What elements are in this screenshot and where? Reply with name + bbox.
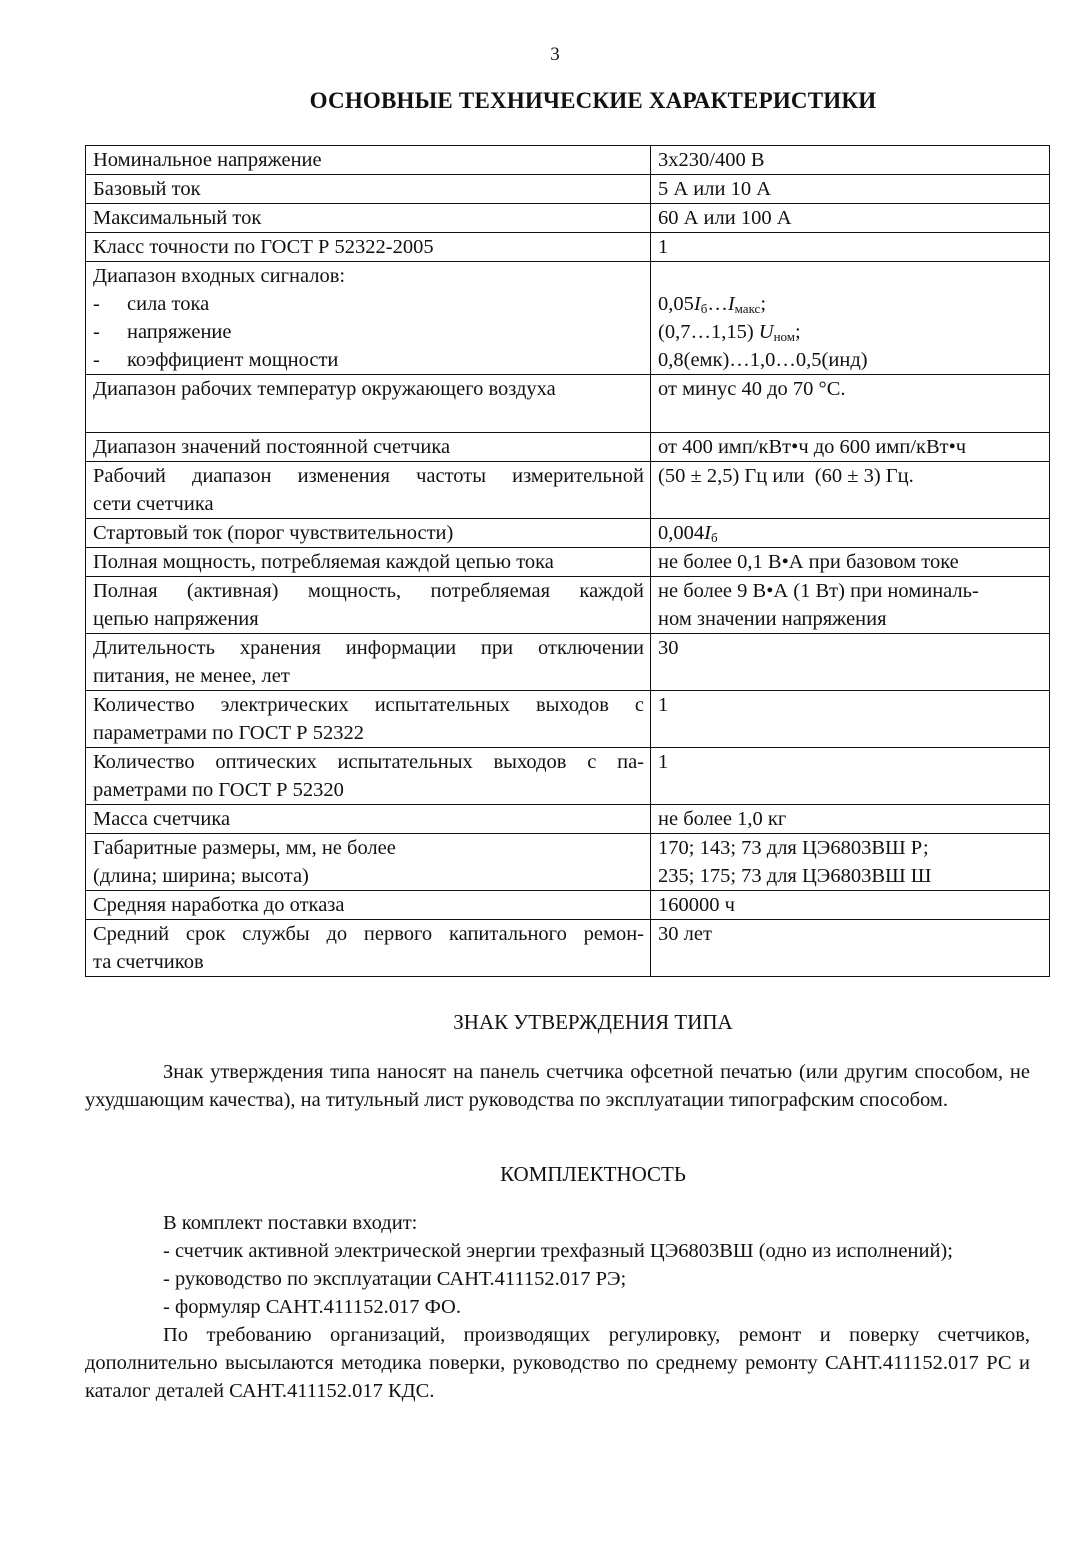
param-cell: Масса счетчика	[86, 805, 651, 834]
table-row	[86, 834, 1050, 891]
current-range: $0,05I_б\dots I_{макс}$;	[658, 293, 767, 316]
voltage-range: (0,7…1,15) $U_{ном}$;	[658, 321, 801, 344]
param-cell: Габаритные размеры, мм, не более (длина; ширина; высота)	[86, 834, 651, 891]
value-cell: 3х230/400 В	[651, 146, 1050, 175]
value-cell: 5 А или 10 А	[651, 175, 1050, 204]
param-cell	[86, 262, 651, 375]
table-row	[86, 891, 1050, 920]
value-cell: $0,004I_б$	[651, 519, 1050, 548]
table-row	[86, 462, 1050, 519]
param-cell: Стартовый ток (порог чувствительности)	[86, 519, 651, 548]
param-cell: Рабочий диапазон изменения частоты измерительной сети счетчика	[86, 462, 651, 519]
sub-item: - коэффициент мощности	[93, 349, 339, 371]
approval-paragraph: Знак утверждения типа наносят на панель счетчика офсетной печатью (или другим способом, не ухудшающим качества), на титульный лист руководства по эксплуатации типографским способом.	[85, 1061, 1030, 1111]
specs-table	[85, 145, 1050, 977]
param-cell: Диапазон значений постоянной счетчика	[86, 433, 651, 462]
table-row	[86, 691, 1050, 748]
param-cell: Максимальный ток	[86, 204, 651, 233]
section-heading-approval: ЗНАК УТВЕРЖДЕНИЯ ТИПА	[453, 1010, 733, 1034]
table-row	[86, 577, 1050, 634]
table-row	[86, 146, 1050, 175]
completeness-block	[85, 1209, 1030, 1405]
value-cell: 170; 143; 73 для ЦЭ6803ВШ Р; 235; 175; 73 для ЦЭ6803ВШ Ш	[651, 834, 1050, 891]
value-cell: от 400 имп/кВт•ч до 600 имп/кВт•ч	[651, 433, 1050, 462]
table-row	[86, 204, 1050, 233]
value-cell: не более 9 В•А (1 Вт) при номиналь- ном значении напряжения	[651, 577, 1050, 634]
param-cell: Полная мощность, потребляемая каждой цепью тока	[86, 548, 651, 577]
table-row	[86, 262, 1050, 375]
power-factor-range: 0,8(емк)…1,0…0,5(инд)	[658, 349, 868, 371]
section-heading-completeness: КОМПЛЕКТНОСТЬ	[500, 1162, 686, 1186]
table-row	[86, 805, 1050, 834]
param-cell: Длительность хранения информации при отключении питания, не менее, лет	[86, 634, 651, 691]
param-cell: Диапазон рабочих температур окружающего воздуха	[86, 375, 651, 433]
page-number: 3	[550, 44, 560, 65]
list-item: - формуляр САНТ.411152.017 ФО.	[163, 1296, 461, 1318]
table-row	[86, 175, 1050, 204]
param-cell: Базовый ток	[86, 175, 651, 204]
list-item: - счетчик активной электрической энергии трехфазный ЦЭ6803ВШ (одно из исполнений);	[163, 1240, 953, 1262]
table-row	[86, 433, 1050, 462]
value-cell: 1	[651, 691, 1050, 748]
table-row	[86, 920, 1050, 977]
table-row	[86, 519, 1050, 548]
param-heading: Диапазон входных сигналов:	[93, 265, 346, 287]
param-cell: Средний срок службы до первого капитального ремон- та счетчиков	[86, 920, 651, 977]
completeness-note: По требованию организаций, производящих регулировку, ремонт и поверку счетчиков, дополнительно высылаются методика поверки, руководство по среднему ремонту САНТ.411152.017 РС и каталог деталей САНТ.411152.017 КДС.	[85, 1324, 1030, 1402]
table-row	[86, 548, 1050, 577]
table-row	[86, 233, 1050, 262]
param-cell: Количество электрических испытательных выходов с параметрами по ГОСТ Р 52322	[86, 691, 651, 748]
value-cell: не более 0,1 В•А при базовом токе	[651, 548, 1050, 577]
param-cell: Класс точности по ГОСТ Р 52322-2005	[86, 233, 651, 262]
param-cell: Полная (активная) мощность, потребляемая каждой цепью напряжения	[86, 577, 651, 634]
param-cell: Средняя наработка до отказа	[86, 891, 651, 920]
table-row	[86, 748, 1050, 805]
list-item: - руководство по эксплуатации САНТ.411152.017 РЭ;	[163, 1268, 627, 1290]
sub-item: - напряжение	[93, 321, 232, 343]
table-row	[86, 634, 1050, 691]
value-cell: 160000 ч	[651, 891, 1050, 920]
sub-item: - сила тока	[93, 293, 210, 315]
completeness-intro: В комплект поставки входит:	[163, 1212, 418, 1234]
value-cell: 1	[651, 748, 1050, 805]
value-cell: не более 1,0 кг	[651, 805, 1050, 834]
value-cell: 30 лет	[651, 920, 1050, 977]
param-cell: Номинальное напряжение	[86, 146, 651, 175]
param-cell: Количество оптических испытательных выходов с па- раметрами по ГОСТ Р 52320	[86, 748, 651, 805]
value-cell: от минус 40 до 70 °С.	[651, 375, 1050, 433]
value-cell: 1	[651, 233, 1050, 262]
value-cell: 30	[651, 634, 1050, 691]
value-cell: (50 ± 2,5) Гц или (60 ± 3) Гц.	[651, 462, 1050, 519]
value-cell	[651, 262, 1050, 375]
value-cell: 60 А или 100 А	[651, 204, 1050, 233]
page-title: ОСНОВНЫЕ ТЕХНИЧЕСКИЕ ХАРАКТЕРИСТИКИ	[309, 88, 877, 113]
table-row	[86, 375, 1050, 433]
